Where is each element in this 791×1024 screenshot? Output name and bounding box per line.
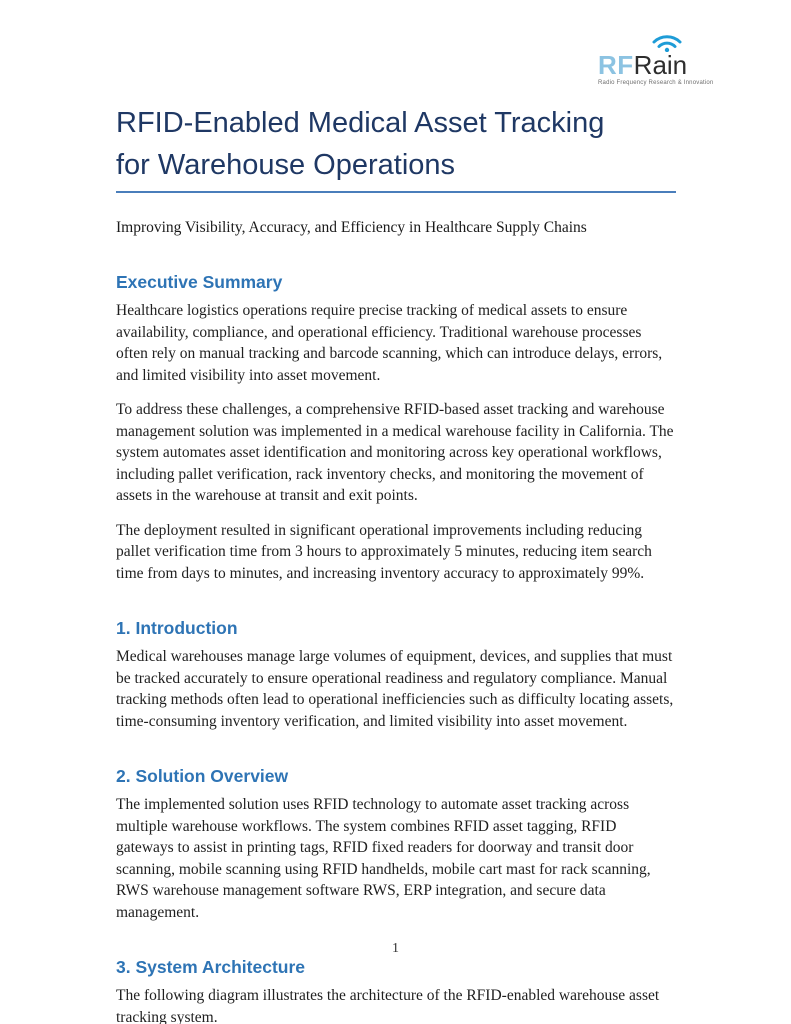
- paragraph: The following diagram illustrates the architecture of the RFID-enabled warehouse asset tracking system.: [116, 987, 660, 1024]
- rfrain-logo: [598, 34, 714, 86]
- section-system-architecture: [116, 956, 676, 1024]
- title-divider: [116, 191, 676, 193]
- paragraph: The deployment resulted in significant operational improvements including reducing pallet verification time from 3 hours to approximately 5 minutes, reducing item search time from days to minutes, and increasing inventory accuracy to approximately 99%.: [116, 521, 652, 582]
- paragraph: The implemented solution uses RFID technology to automate asset tracking across multiple warehouse workflows. The system combines RFID asset tagging, RFID gateways to assist in printing tags, RFID fixed readers for doorway and transit door scanning, mobile scanning using RFID handhelds, mobile cart mast for rack scanning, RWS warehouse management software RWS, ERP integration, and secure data management.: [116, 796, 651, 921]
- page-number: 1: [392, 941, 399, 956]
- paragraph: Medical warehouses manage large volumes of equipment, devices, and supplies that must be tracked accurately to ensure operational readiness and regulatory compliance. Manual tracking methods often lead to operational inefficiencies such as difficulty locating assets, time-consuming inventory verification, and limited visibility into asset movement.: [116, 648, 674, 730]
- section-heading-introduction: 1. Introduction: [116, 618, 238, 638]
- document-content: [116, 102, 676, 1024]
- paragraph: To address these challenges, a comprehensive RFID-based asset tracking and warehouse management solution was implemented in a medical warehouse facility in California. The system automates asset identification and monitoring across key operational workflows, including pallet verification, rack inventory checks, and monitoring the movement of assets in the warehouse at transit and exit points.: [116, 401, 674, 504]
- section-solution-overview: [116, 765, 676, 923]
- paragraph: Healthcare logistics operations require precise tracking of medical assets to ensure availability, compliance, and operational efficiency. Traditional warehouse processes often rely on manual tracking and barcode scanning, which can introduce delays, errors, and limited visibility into asset movement.: [116, 302, 663, 384]
- document-subtitle: Improving Visibility, Accuracy, and Efficiency in Healthcare Supply Chains: [116, 219, 587, 236]
- section-heading-executive-summary: Executive Summary: [116, 272, 283, 292]
- title-line-2: for Warehouse Operations: [116, 149, 456, 181]
- logo-rf-text: RF: [598, 50, 634, 80]
- section-introduction: [116, 617, 676, 732]
- logo-rain-text: Rain: [633, 50, 688, 80]
- title-line-1: RFID-Enabled Medical Asset Tracking: [116, 107, 605, 139]
- section-heading-solution-overview: 2. Solution Overview: [116, 766, 289, 786]
- logo-wordmark: [598, 52, 702, 78]
- document-title: [116, 102, 676, 186]
- section-heading-system-architecture: 3. System Architecture: [116, 957, 306, 977]
- section-executive-summary: [116, 271, 676, 584]
- logo-tagline: Radio Frequency Research & Innovation: [598, 80, 714, 86]
